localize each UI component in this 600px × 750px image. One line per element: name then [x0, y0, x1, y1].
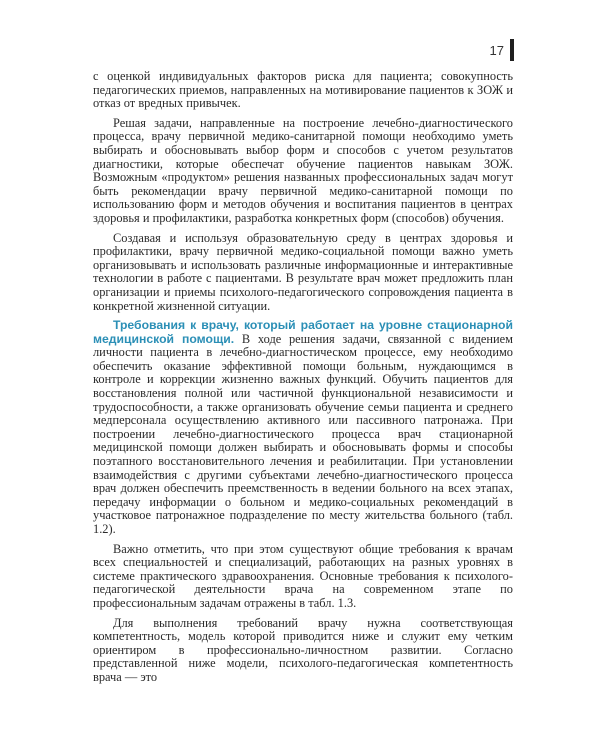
paragraph: Для выполнения требований врачу нужна соответствующая компетентность, модель которой приводится ниже и служит ему четким ориентиром в профессионально-личностном развитии. Согласно представленной ниже модели, психолого-педагогическая компетентность врача — это	[93, 615, 513, 684]
paragraph: Создавая и используя образовательную среду в центрах здоровья и профилактики, врачу первичной медико-социальной помощи важно уметь организовывать и использовать различные информационные и интерактивные технологии в работе с пациентами. В результате врач может предложить план организации и приемы психолого-педагогического сопровождения пациента в конкретной жизненной ситуации.	[93, 230, 513, 313]
section-heading: Требования к врачу, который работает на уровне стационарной медицинской помощи.	[93, 318, 513, 346]
paragraph-continuation: с оценкой индивидуальных факторов риска для пациента; совокупность педагогических приемов, направленных на мотивирование пациентов к ЗОЖ и отказ от вредных привычек.	[93, 69, 513, 111]
page-number: 17	[489, 42, 504, 58]
page-header	[490, 39, 514, 61]
paragraph: Решая задачи, направленные на построение лечебно-диагностического процесса, врачу первичной медико-санитарной помощи необходимо уметь выбирать и обосновывать выбор форм и способов с учетом результатов диагностики, которые обеспечат обучение пациентов навыкам ЗОЖ. Возможным «продуктом» решения названных профессиональных задач могут быть рекомендации врачу первичной медико-санитарной помощи по использованию форм и методов обучения и воспитания пациентов в центрах здоровья и профилактики, разработка конкретных форм (способов) обучения.	[93, 115, 513, 225]
section-paragraph	[93, 319, 513, 537]
page-marker-bar	[510, 39, 514, 61]
section-text: В ходе решения задачи, связанной с видением личности пациента в лечебно-диагностическом процессе, ему необходимо обеспечить оказание эффективной помощи больным, нуждающимся в контроле и коррекции жизненно важных функций. Обучить пациентов для восстановления полной или частичной функциональной независимости и трудоспособности, а также организовать обучение семьи пациента и среднего медперсонала осуществлению активного или пассивного патронажа. При построении лечебно-диагностического процесса врач стационарной медицинской помощи должен выбирать и обосновывать формы и способы поэтапного восстановительного лечения и реабилитации. При установлении взаимодействия с другими субъектами лечебно-диагностического процесса врач должен обеспечить преемственность в ведении больного на всех этапах, передачу информации о больном и медико-социальных рекомендаций в участковое патронажное подразделение по месту жительства больного (табл. 1.2).	[93, 331, 513, 536]
body-text	[93, 70, 513, 685]
paragraph: Важно отметить, что при этом существуют общие требования к врачам всех специальностей и специализаций, работающих на разных уровнях в системе практического здравоохранения. Основные требования к психолого-педагогической деятельности врача на современном этапе по профессиональным задачам отражены в табл. 1.3.	[93, 541, 513, 610]
